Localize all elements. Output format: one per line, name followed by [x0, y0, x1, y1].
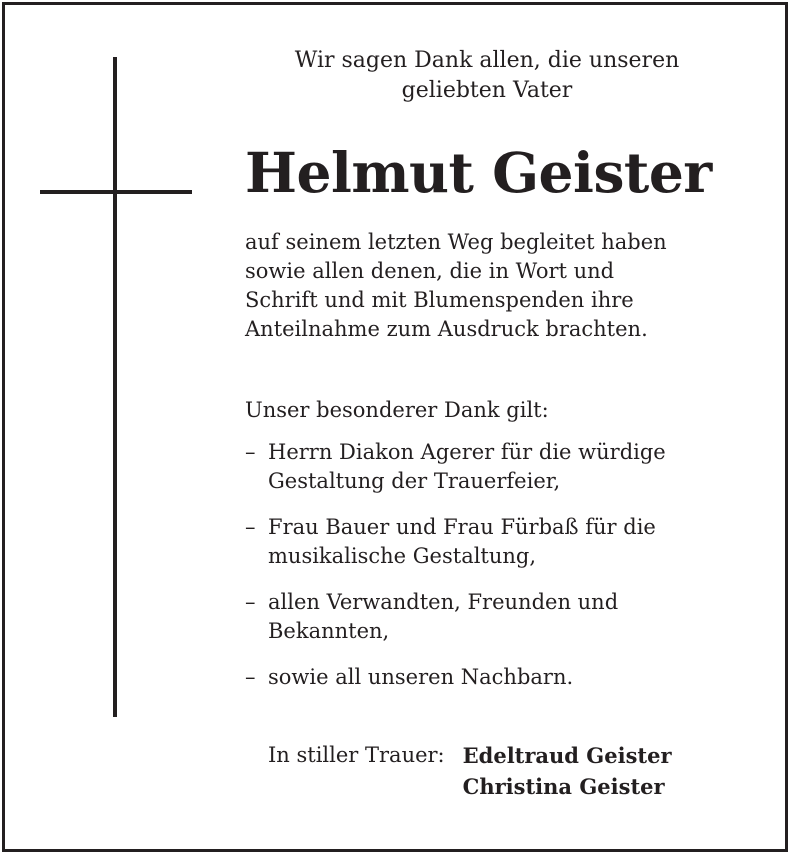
intro-line: Wir sagen Dank allen, die unseren [294, 48, 680, 73]
list-item-line: sowie all unseren Nachbarn. [268, 665, 574, 689]
list-item-line: Herrn Diakon Agerer für die würdige [268, 440, 666, 464]
list-item [245, 588, 666, 646]
mourner-name: Edeltraud Geister [462, 743, 672, 768]
body-text [245, 228, 667, 344]
list-item [245, 438, 666, 496]
list-dash: – [245, 590, 256, 614]
cross-icon [113, 57, 117, 717]
signature-label: In stiller Trauer: [268, 743, 445, 767]
intro-line: geliebten Vater [401, 78, 573, 103]
body-line: Anteilnahme zum Ausdruck brachten. [245, 317, 648, 341]
thanks-list [245, 438, 666, 709]
notice-frame [2, 2, 788, 852]
list-dash: – [245, 440, 256, 464]
list-dash: – [245, 665, 256, 689]
thanks-heading: Unser besonderer Dank gilt: [245, 398, 549, 422]
list-item-line: allen Verwandten, Freunden und [268, 590, 619, 614]
deceased-name: Helmut Geister [245, 140, 712, 205]
list-item-line: Bekannten, [268, 619, 390, 643]
signature-names [463, 740, 672, 802]
intro-text [245, 46, 729, 106]
body-line: auf seinem letzten Weg begleitet haben [245, 230, 667, 254]
signature-block [268, 740, 672, 802]
list-item-line: musikalische Gestaltung, [268, 544, 537, 568]
body-line: sowie allen denen, die in Wort und [245, 259, 615, 283]
list-item [245, 663, 666, 692]
mourner-name: Christina Geister [462, 774, 665, 799]
cross-icon-crossbar [40, 190, 192, 194]
list-dash: – [245, 515, 256, 539]
list-item-line: Gestaltung der Trauerfeier, [268, 469, 561, 493]
body-line: Schrift und mit Blumenspenden ihre [245, 288, 634, 312]
list-item [245, 513, 666, 571]
list-item-line: Frau Bauer und Frau Fürbaß für die [268, 515, 656, 539]
